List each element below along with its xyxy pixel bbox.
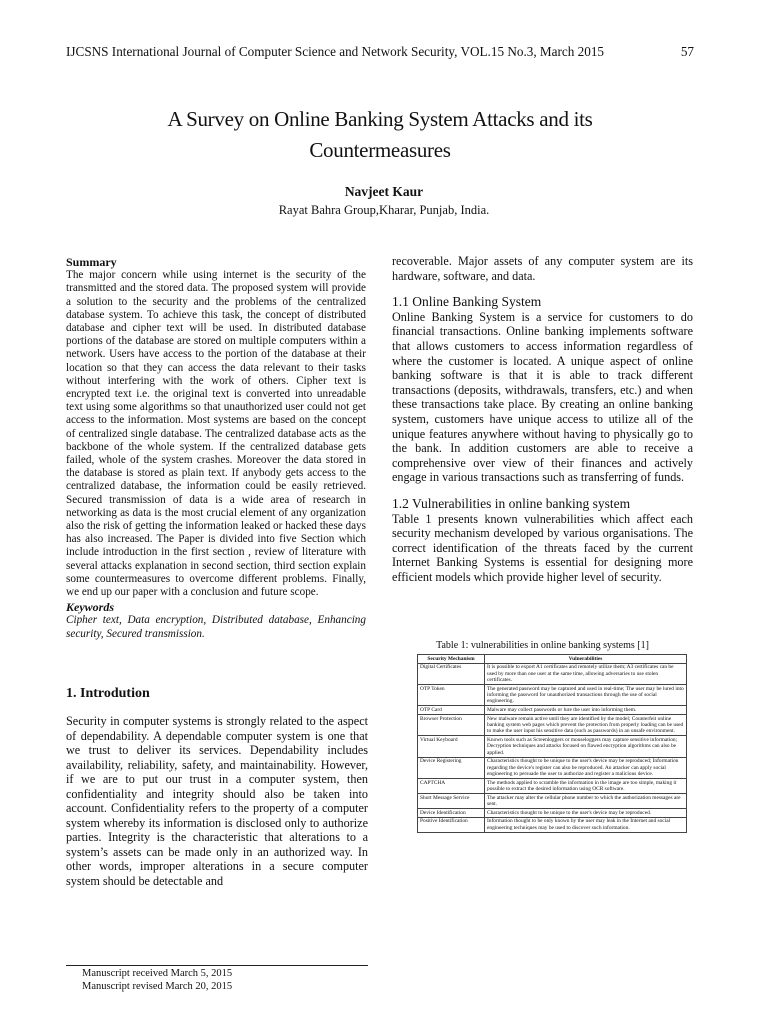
vulnerability-cell: New malware remain active until they are identified by the model; Counterfeit online banking system web pages which prevent the protection from properly loading can be used to make the user input his sensitive data (such as passwords) in an unsafe environment. [485, 715, 687, 736]
intro-heading: 1. Introdution [66, 686, 150, 701]
mechanism-cell: Browser Protection [418, 715, 485, 736]
section-1-1-heading: 1.1 Online Banking System [392, 294, 542, 310]
paper-title [60, 104, 700, 166]
mechanism-cell: OTP Token [418, 685, 485, 706]
running-header [66, 44, 694, 60]
keywords-text: Cipher text, Data encryption, Distributed database, Enhancing security, Secured transmission. [66, 614, 366, 640]
footnote [82, 968, 232, 993]
table-row [418, 779, 687, 794]
mechanism-cell: OTP Card [418, 706, 485, 715]
section-1-2-heading: 1.2 Vulnerabilities in online banking system [392, 495, 631, 511]
mechanism-cell: Positive Identification [418, 817, 485, 832]
table-row [418, 817, 687, 832]
page-number: 57 [680, 44, 694, 59]
mechanism-cell: Digital Certificates [418, 663, 485, 684]
vulnerability-cell: Malware may collect passwords or lure the user into informing them. [485, 706, 687, 715]
section-1-1-text: Online Banking System is a service for customers to do financial transactions. Online banking implements software that allows customers to access information regardless of where the customer is located. A unique aspect of online banking software is that it is able to track different transactions (deposits, withdrawals, transfers, etc.) and when these transactions take place. By creating an online banking system, customers have unique access to utilize all of the unique features anywhere without having to physically go to the bank. In addition customers are able to receive a comprehensive over view of their finances and actively engage in various transactions such as transferring of funds. [392, 309, 693, 485]
table-row [418, 809, 687, 818]
section-1-2-text: Table 1 presents known vulnerabilities which affect each security mechanism developed by various organisations. The correct identification of the threats faced by the current Internet Banking Systems is essential for designing more efficient models which provide higher level of security. [392, 511, 693, 584]
manuscript-revised: Manuscript revised March 20, 2015 [82, 980, 233, 992]
vulnerability-cell: The generated password may be captured and used in real-time; The user may be lured into informing the password for unauthorized transactions through the use of social engineering. [485, 685, 687, 706]
title-line-2: Countermeasures [309, 138, 451, 162]
table-caption: Table 1: vulnerabilities in online banking systems [1] [436, 640, 649, 651]
mechanism-cell: Virtual Keyboard [418, 736, 485, 757]
vulnerability-cell: Characteristics thought to be unique to the user's device may be reproduced; Information regarding the device's register can also be reproduced. An attacker can apply social engineering to persuade the user to authorize and register a malicious device. [485, 757, 687, 778]
author-affiliation: Rayat Bahra Group,Kharar, Punjab, India. [278, 203, 490, 217]
vulnerability-cell: The attacker may alter the cellular phone number to which the authorization messages are sent. [485, 794, 687, 809]
table-row [418, 706, 687, 715]
table-row [418, 663, 687, 684]
title-line-1: A Survey on Online Banking System Attacks and its [167, 107, 593, 131]
right-column [392, 254, 693, 584]
table-header-cell: Vulnerabilities [485, 655, 687, 664]
keywords-heading: Keywords [66, 600, 114, 615]
manuscript-received: Manuscript received March 5, 2015 [82, 968, 233, 979]
vulnerability-cell: Characteristics thought to be unique to the user's device may be reproduced. [485, 809, 687, 818]
summary-heading: Summary [66, 255, 117, 269]
intro-continued-text: recoverable. Major assets of any computer system are its hardware, software, and data. [392, 254, 693, 283]
vulnerability-cell: The methods applied to scramble the information in the image are too simple, making it possible to extract the desired information using OCR software. [485, 779, 687, 794]
vulnerability-cell: It is possible to export A1 certificates and remotely utilize them; A3 certificates can be used by more than one user at the same time, allowing adversaries to use stolen certificates. [485, 663, 687, 684]
intro-text: Security in computer systems is strongly related to the aspect of dependability. A dependable computer system is one that we trust to deliver its services. Dependability includes availability, reliability, safety, and maintainability. However, if we are to put our trust in a computer system, then confidentiality and integrity should also be taken into account. Confidentiality refers to the property of a computer system whereby its information is disclosed only to authorize parties. Integrity is the characteristic that alterations to a system’s assets can be made only in an authorized way. In other words, improper alterations in a secure computer system should be detectable and [66, 714, 368, 888]
vulnerability-cell: Information thought to be only known by the user may leak in the Internet and social engineering techniques may be used to discover such information. [485, 817, 687, 832]
table-row [418, 736, 687, 757]
table-row [418, 715, 687, 736]
journal-name: IJCSNS International Journal of Computer Science and Network Security, VOL.15 No.3, March 2015 [66, 44, 605, 59]
table-header-row [418, 655, 687, 664]
table-row [418, 685, 687, 706]
table-header-cell: Security Mechanism [418, 655, 485, 664]
mechanism-cell: Short Message Service [418, 794, 485, 809]
mechanism-cell: Device Registering [418, 757, 485, 778]
summary-text: The major concern while using internet is the security of the transmitted and the stored data. The proposed system will provide a solution to the security and the problems of the centralized database system. To achieve this task, the concept of distributed database and cipher text will be used. In distributed database portions of the database are stored on multiple computers within a network. Users have access to the portion of the database at their location so that they can access the data relevant to their tasks without interfering with the work of others. Cipher text is encrypted text i.e. the original text is converted into unreadable text using some algorithms so that unauthorized user could not get access to the information. Most systems are based on the concept of centralized single database. The centralized database acts as the backbone of the whole system. If the centralized database gets failed, whole of the system crashes. Moreover the data stored in the database is stored as plain text. If anybody gets access to the centralized database, the information could be easily retrieved. Secured transmission of data is a wide area of research in networking as data is the most crucial element of any organization also the risk of getting the information leaked or hacked these days has also increased. The Paper is divided into five Section which include introduction in the first section , review of literature with several attacks explanation in second section, third section explain some countermeasures to overcome different problems. Finally, we end up our paper with a conclusion and future scope. [66, 269, 366, 599]
summary-section [66, 256, 366, 641]
vulnerability-cell: Known tools such as Screenloggers or mouseloggers may capture sensitive information; Decryption techniques and attacks focused on flawed encryption algorithms can also be applied. [485, 736, 687, 757]
table-row [418, 757, 687, 778]
vulnerabilities-table [417, 654, 687, 833]
footnote-divider [66, 965, 368, 966]
mechanism-cell: Device Identification [418, 809, 485, 818]
author-name: Navjeet Kaur [344, 184, 424, 199]
table-row [418, 794, 687, 809]
mechanism-cell: CAPTCHA [418, 779, 485, 794]
